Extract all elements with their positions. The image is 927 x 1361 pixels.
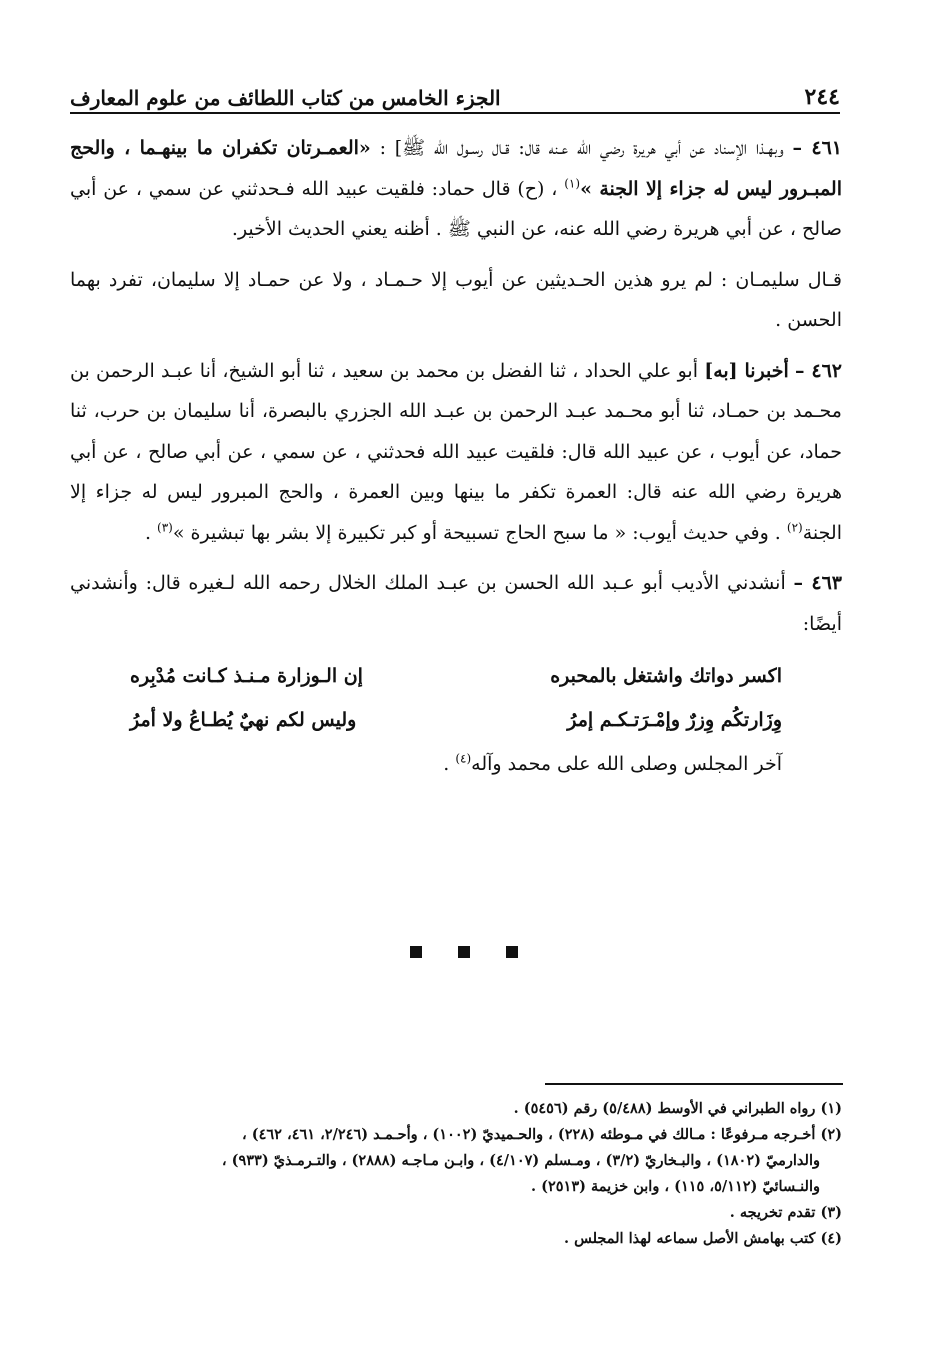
separator-square-icon (410, 946, 422, 958)
footnote-2-cont: والدارميّ (١٨٠٢) ، والبـخاريّ (٣/٢) ، ومـسلم (٤/١٠٧) ، وابـن مـاجـه (٢٨٨٨) ، والتـرمـذيّ (٩٣٣) ، (221, 1152, 820, 1169)
verse-line (130, 654, 782, 698)
footnote-1: (١) رواه الطبراني في الأوسط (٥/٤٨٨) رقم (٥٤٥٦) . (513, 1100, 842, 1117)
page-number: ٢٤٤ (804, 84, 840, 110)
footnote-3: (٣) تقدم تخريجه . (729, 1204, 842, 1221)
footnote-ref-3[interactable]: (٣) (157, 520, 173, 535)
hadith-intro: وبهـذا الإسناد عن أبي هريرة رضي الله عـنه قال: قـال رسـول الله ﷺ] : (379, 137, 784, 159)
verse-line (130, 698, 782, 742)
footnote-4: (٤) كتب بهامش الأصل سماعه لهذا المجلس . (563, 1230, 842, 1247)
verse-second-hemistich: إن الـوزارة مـنـذ كـانت مُدْبِره (130, 664, 363, 687)
running-title: الجزء الخامس من كتاب اللطائف من علوم المعارف (70, 86, 501, 110)
poem-verses (130, 654, 782, 742)
session-closing (70, 744, 782, 785)
sulaiman-note: قـال سليمـان : لم يرو هذين الحـديثين عن أيوب إلا حـمـاد ، ولا عن حمـاد إلا سليمان، تفرد بهما الحسن . (70, 268, 842, 331)
hadith-462 (70, 351, 842, 554)
footnote-2-cont: والنـسائيّ (٥/١١٢، ١١٥) ، وابن خزيمة (٢٥١٣) . (530, 1178, 820, 1195)
hadith-number: ٤٦١ – (792, 137, 842, 159)
footnote-2: (٢) أخـرجه مـرفوعًا : مـالك في مـوطئه (٢٢٨) ، والحـميديّ (١٠٠٢) ، وأحـمـد (٢/٢٤٦، ٤٦١، ٤٦٢) ، (241, 1126, 842, 1143)
footnotes (70, 1096, 842, 1252)
footnote-ref-4[interactable]: (٤) (455, 751, 472, 766)
verse-second-hemistich: وليس لكم نهيٌ يُطـاعُ ولا أمرُ (130, 708, 357, 731)
separator-square-icon (506, 946, 518, 958)
hadith-461 (70, 128, 842, 250)
hadith-text: أبو علي الحداد ، ثنا الفضل بن محمد بن سعيد ، ثنا أبو الشيخ، أنا عبـد الرحمن بن محـمد بن حمـاد، ثنا أبو محـمد عبـد الرحمن بن عبـد الله الجزري بالبصرة، أنا سليمان بن حرب، ثنا حماد، عن أيوب ، عن عبيد الله قال: فلقيت عبيد الله فحدثني ، عن سمي ، عن أبي صالح ، عن أبي هريرة رضي الله عنه قال: العمرة تكفر ما بينها وبين العمرة ، والحج المبرور ليس له جزاء إلا الجنة (70, 359, 842, 544)
footnote-divider (545, 1083, 843, 1085)
footnote-ref-2[interactable]: (٢) (786, 520, 803, 535)
section-separator (0, 946, 927, 958)
entry-number: ٤٦٣ – (793, 572, 842, 594)
separator-square-icon (458, 946, 470, 958)
page-header (70, 78, 840, 114)
hadith-text-ayyub: . وفي حديث أيوب: « ما سبح الحاج تسبيحة أو كبر تكبيرة إلا بشر بها تبشيرة » (172, 521, 781, 544)
footnote-ref-1[interactable]: (١) (564, 176, 581, 191)
verse-first-hemistich: اكسر دواتك واشتغل بالمحبره (550, 664, 782, 687)
main-text (70, 128, 842, 785)
hadith-chain-start: أخبرنا [به] (704, 359, 789, 382)
closing-text: آخر المجلس وصلى الله على محمد وآله (471, 753, 782, 775)
hadith-end: . (144, 521, 151, 544)
entry-text: أنشدني الأديب أبو عـبد الله الحسن بن عبـد الملك الخلال رحمه الله لـغيره قال: وأنشدني أيضًا: (70, 572, 842, 635)
closing-end: . (443, 753, 450, 775)
poem-intro-463 (70, 563, 842, 644)
hadith-quote: «العمـرتان تكفران ما بينهـما ، والحج المبـرور ليس له جزاء إلا الجنة » (70, 137, 843, 200)
hadith-continuation: ، (ح) قال حماد: فلقيت عبيد الله فـحدثني عن سمي ، عن أبي صالح ، عن أبي هريرة رضي الله عنه، عن النبي ﷺ . أظنه يعني الحديث الأخير. (70, 177, 842, 240)
verse-first-hemistich: وِزَارتكُم وِزرٌ وإمْـرَتـكـم إمرُ (567, 708, 782, 731)
hadith-number: ٤٦٢ – (795, 359, 842, 382)
